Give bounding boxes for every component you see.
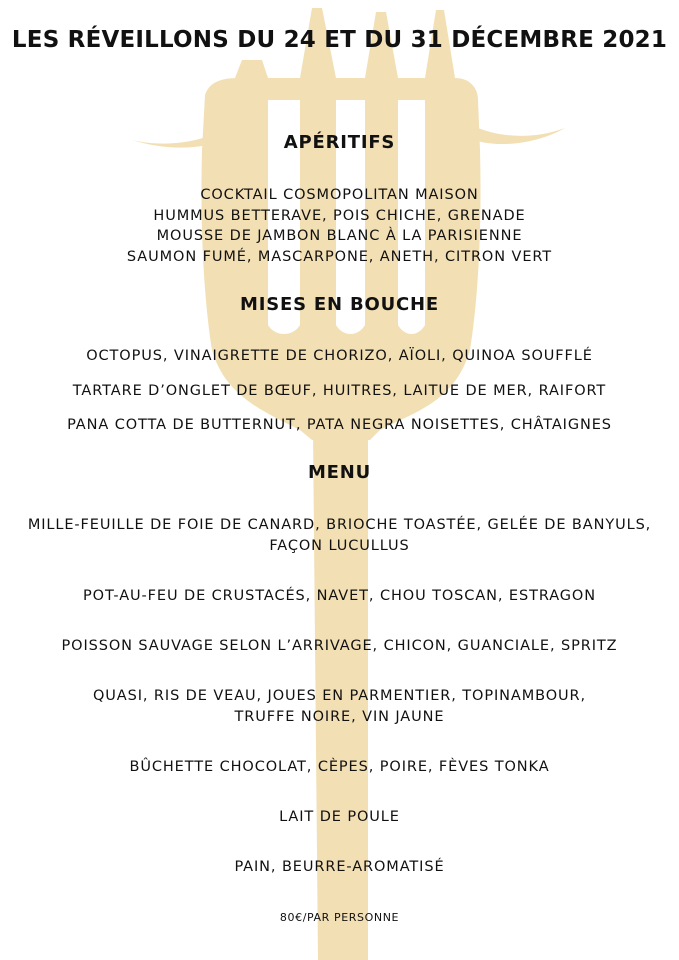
list-item: COCKTAIL COSMOPOLITAN MAISON bbox=[200, 187, 479, 203]
list-item: HUMMUS BETTERAVE, POIS CHICHE, GRENADE bbox=[153, 207, 526, 224]
heading-mises-en-bouche: MISES EN BOUCHE bbox=[240, 294, 439, 315]
list-item: TARTARE D’ONGLET DE BŒUF, HUITRES, LAITUE DE MER, RAIFORT bbox=[72, 383, 607, 399]
menu-item bbox=[0, 686, 679, 727]
list-item: SAUMON FUMÉ, MASCARPONE, ANETH, CITRON VERT bbox=[126, 248, 553, 265]
page-title: LES RÉVEILLONS DU 24 ET DU 31 DÉCEMBRE 2021 bbox=[11, 27, 668, 53]
menu-item: LAIT DE POULE bbox=[279, 809, 400, 825]
menu-item-line: TRUFFE NOIRE, VIN JAUNE bbox=[234, 708, 445, 725]
heading-menu: MENU bbox=[307, 462, 372, 483]
fork-tine-1 bbox=[235, 60, 268, 78]
aperitifs-list bbox=[0, 185, 679, 267]
menu-item: POISSON SAUVAGE SELON L’ARRIVAGE, CHICON, GUANCIALE, SPRITZ bbox=[61, 638, 618, 654]
heading-aperitifs: APÉRITIFS bbox=[283, 132, 396, 153]
menu-item: BÛCHETTE CHOCOLAT, CÈPES, POIRE, FÈVES TONKA bbox=[129, 759, 550, 775]
price-label: 80€/PAR PERSONNE bbox=[279, 911, 400, 924]
list-item: OCTOPUS, VINAIGRETTE DE CHORIZO, AÏOLI, QUINOA SOUFFLÉ bbox=[86, 348, 593, 364]
menu-item: PAIN, BEURRE-AROMATISÉ bbox=[234, 859, 445, 875]
list-item: MOUSSE DE JAMBON BLANC À LA PARISIENNE bbox=[156, 228, 523, 244]
menu-item-line: FAÇON LUCULLUS bbox=[269, 537, 410, 554]
menu-item: POT-AU-FEU DE CRUSTACÉS, NAVET, CHOU TOSCAN, ESTRAGON bbox=[83, 588, 596, 604]
menu-item-line: QUASI, RIS DE VEAU, JOUES EN PARMENTIER, TOPINAMBOUR, bbox=[92, 688, 587, 704]
list-item: PANA COTTA DE BUTTERNUT, PATA NEGRA NOISETTES, CHÂTAIGNES bbox=[67, 417, 612, 433]
menu-item-line: MILLE-FEUILLE DE FOIE DE CANARD, BRIOCHE TOASTÉE, GELÉE DE BANYULS, bbox=[27, 517, 652, 533]
menu-item bbox=[0, 515, 679, 556]
